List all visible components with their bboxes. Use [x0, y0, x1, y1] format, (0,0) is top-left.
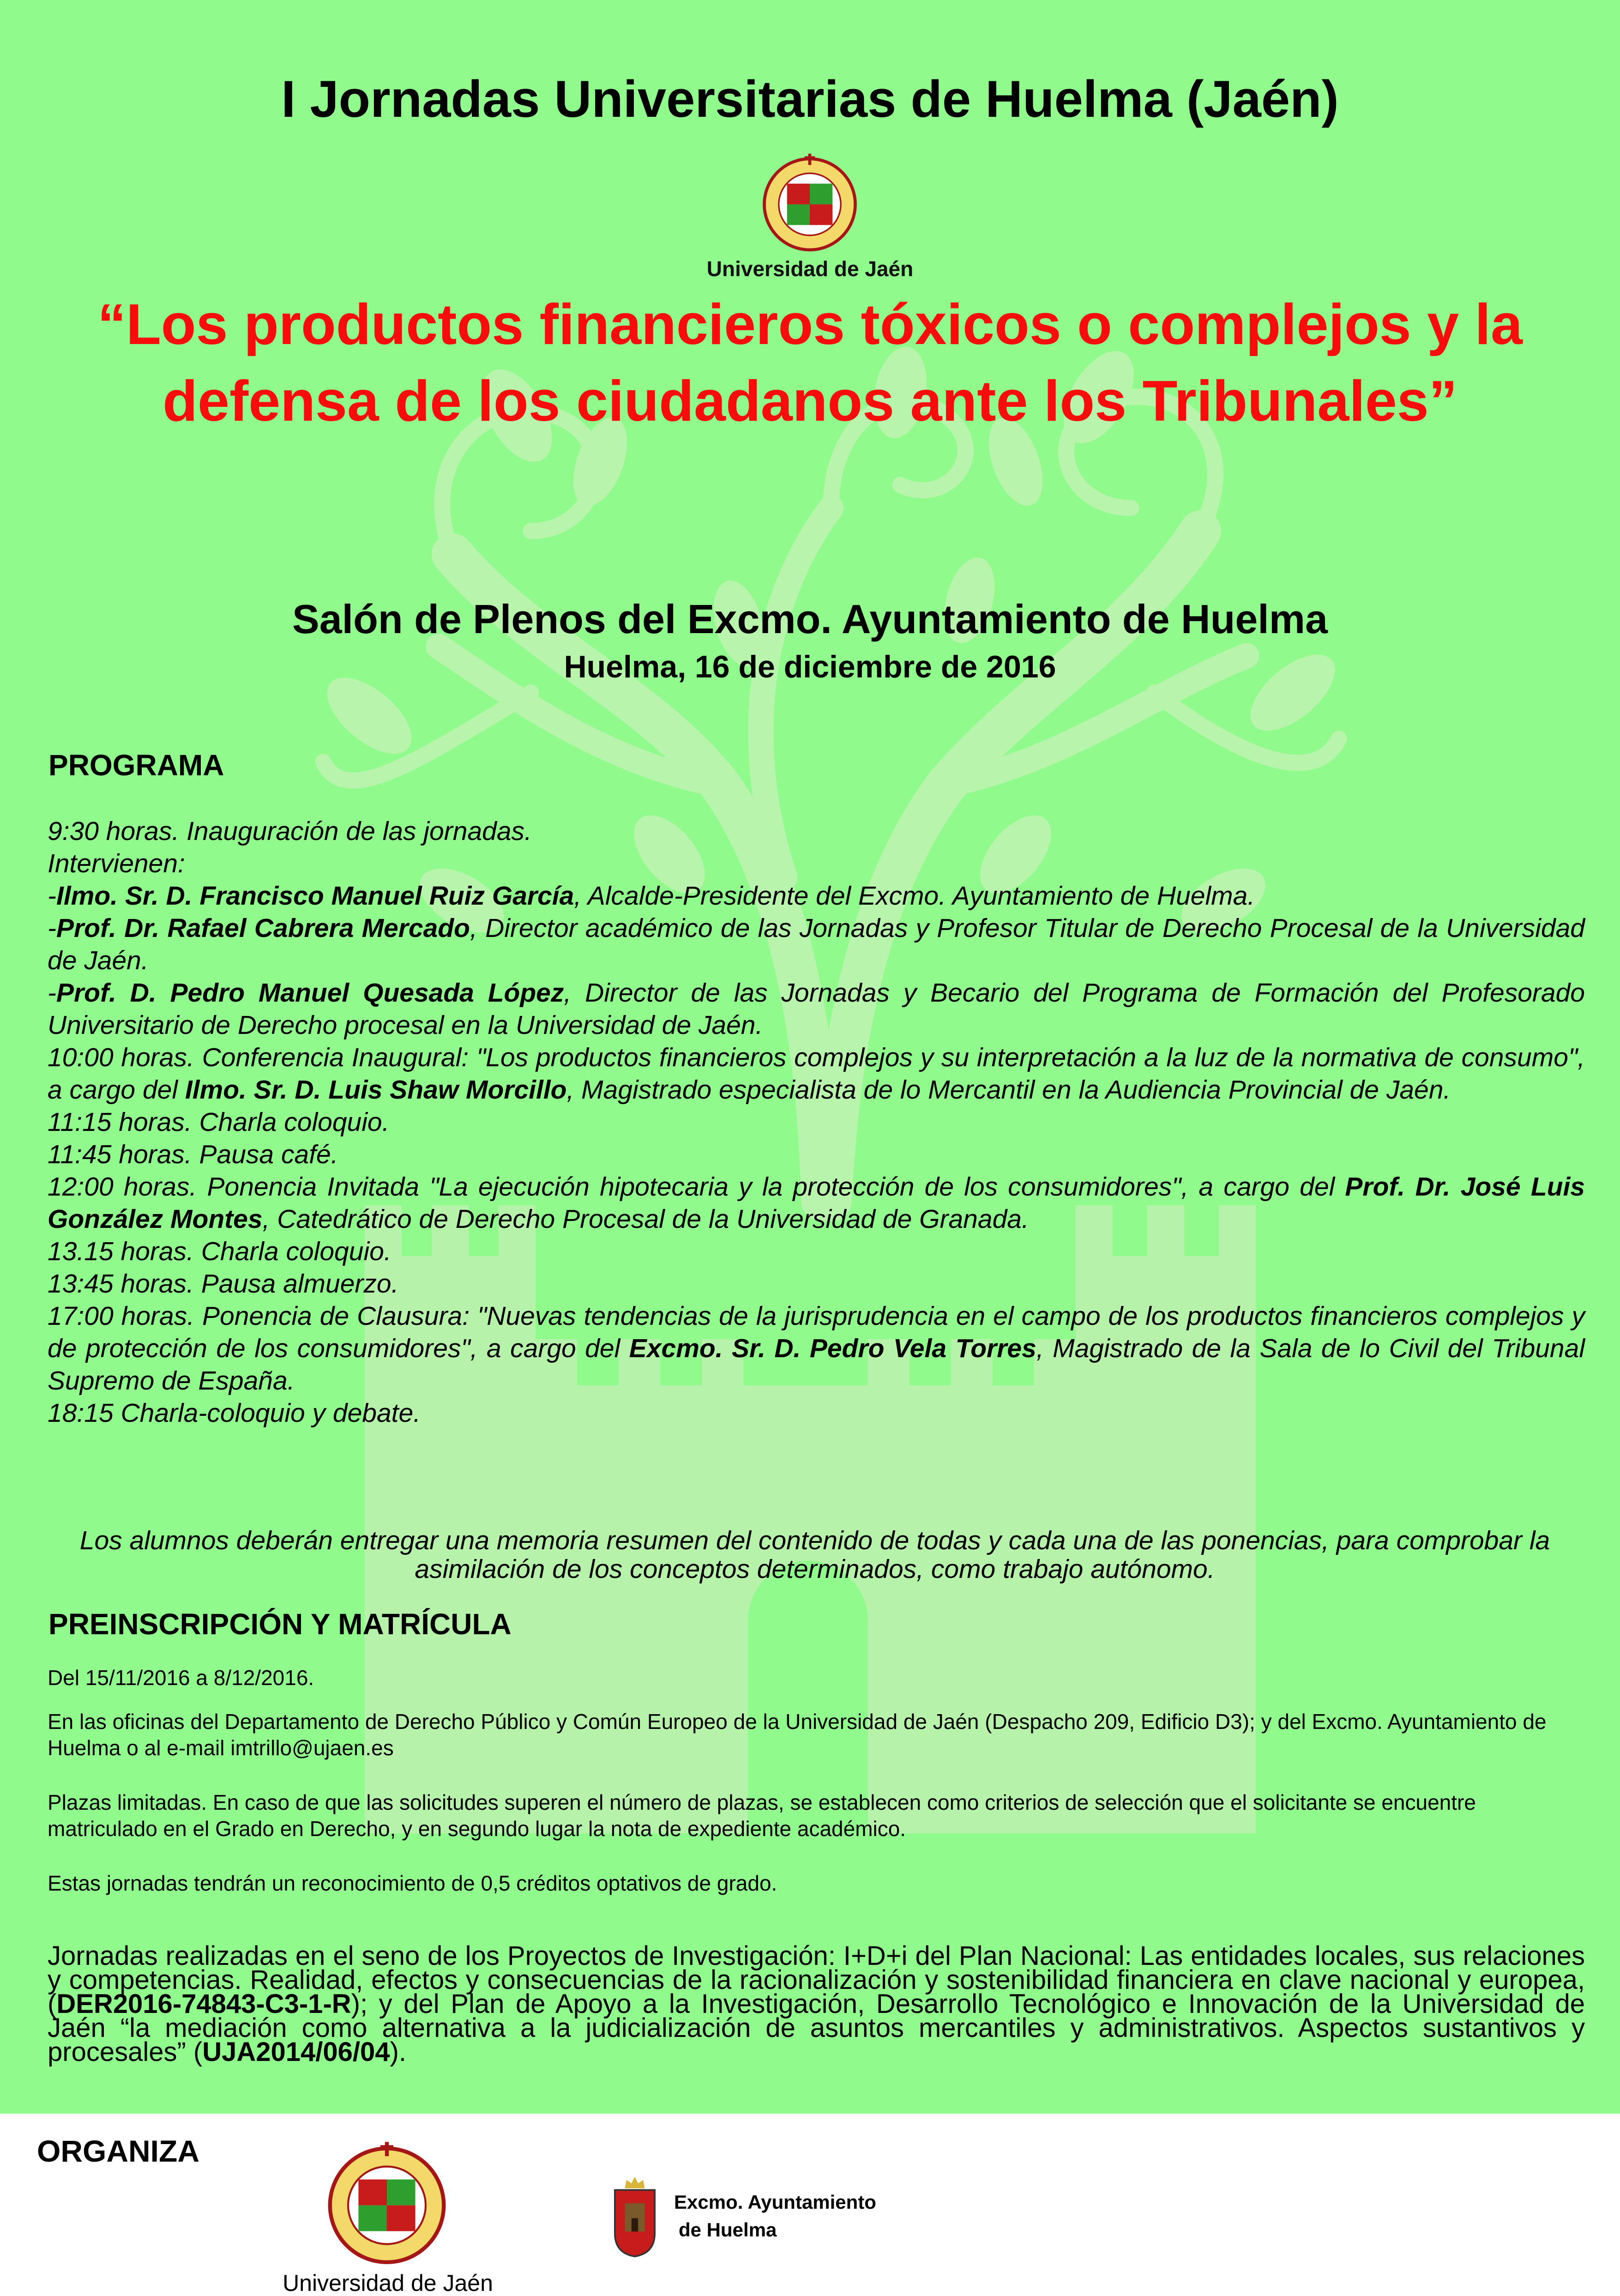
projects-text-2: ); y del Plan de Apoyo a la Investigación, Desarrollo Tecnológico e Innovación de la Universidad de Jaén “la mediación como alternativa a la judicialización de asuntos mercantiles y administrativos. Aspectos sustantivos y procesales” ( [48, 1989, 1585, 2067]
program-text: 18:15 Charla-coloquio y debate. [48, 1398, 421, 1428]
program-text: 12:00 horas. Ponencia Invitada "La ejecución hipotecaria y la protección de los consumidores", a cargo del [48, 1172, 1345, 1202]
program-line [48, 1171, 1585, 1235]
event-headline: “Los productos financieros tóxicos o complejos y la defensa de los ciudadanos ante los Tribunales” [97, 293, 1523, 433]
program-text: - [48, 881, 56, 911]
ayuntamiento-label-line1: Excmo. Ayuntamiento [674, 2191, 876, 2213]
preinscripcion-credits: Estas jornadas tendrán un reconocimiento de 0,5 créditos optativos de grado. [48, 1871, 777, 1895]
universitas-giennensis-seal-icon [758, 151, 861, 254]
speaker-name: Ilmo. Sr. D. Luis Shaw Morcillo [185, 1075, 567, 1105]
program-line [48, 912, 1585, 977]
students-note: Los alumnos deberán entregar una memoria resumen del contenido de todas y cada una de las ponencias, para comprobar la asimilación de los conceptos determinados, como trabajo autónomo. [79, 1526, 1550, 1584]
speaker-name: Prof. Dr. Rafael Cabrera Mercado [56, 913, 470, 943]
program-line [48, 847, 1585, 880]
speaker-name: Excmo. Sr. D. Pedro Vela Torres [629, 1334, 1036, 1363]
program-list [48, 815, 1585, 1429]
program-line [48, 1300, 1585, 1397]
ayuntamiento-label-line2: de Huelma [679, 2219, 777, 2241]
program-text: 9:30 horas. Inauguración de las jornadas. [48, 816, 532, 846]
program-line [48, 977, 1585, 1041]
program-text: - [48, 978, 56, 1008]
program-line [48, 1041, 1585, 1106]
programa-heading: PROGRAMA [48, 749, 224, 782]
program-line [48, 1397, 1585, 1429]
project-code-der: DER2016-74843-C3-1-R [56, 1989, 351, 2019]
project-code-uja: UJA2014/06/04 [202, 2037, 390, 2067]
speaker-name: Ilmo. Sr. D. Francisco Manuel Ruiz García [56, 881, 574, 911]
preinscripcion-period: Del 15/11/2016 a 8/12/2016. [48, 1666, 314, 1690]
program-line [48, 1268, 1585, 1300]
program-text: , Catedrático de Derecho Procesal de la Universidad de Granada. [262, 1204, 1029, 1234]
organiza-heading: ORGANIZA [37, 2134, 199, 2168]
program-text: , Alcalde-Presidente del Excmo. Ayuntamiento de Huelma. [574, 881, 1255, 911]
main-title: I Jornadas Universitarias de Huelma (Jaén) [281, 70, 1339, 128]
program-line [48, 880, 1585, 912]
program-line [48, 815, 1585, 847]
program-text: 13.15 horas. Charla coloquio. [48, 1237, 391, 1266]
program-text: , Director de las Jornadas y Becario del Programa de Formación del Profesorado Universitario de Derecho procesal en la Universidad de Jaén. [48, 978, 1585, 1040]
program-text: Intervienen: [48, 849, 185, 878]
projects-text-1: Jornadas realizadas en el seno de los Proyectos de Investigación: I+D+i del Plan Nacional: Las entidades locales, sus relaciones y competencias. Realidad, efectos y consecuencias de la racionalización y sostenibilidad financiera en clave nacional y europea, ( [48, 1941, 1585, 2019]
program-text: , Magistrado especialista de lo Mercantil en la Audiencia Provincial de Jaén. [566, 1075, 1451, 1105]
universitas-giennensis-seal-icon-footer [322, 2138, 452, 2267]
speaker-name: Prof. D. Pedro Manuel Quesada López [56, 978, 564, 1008]
speaker-name: Prof. Dr. José Luis González Montes [48, 1172, 1585, 1234]
program-line [48, 1106, 1585, 1138]
program-text: , Magistrado de la Sala de lo Civil del Tribunal Supremo de España. [48, 1334, 1585, 1396]
program-text: 11:15 horas. Charla coloquio. [48, 1107, 390, 1137]
program-line [48, 1235, 1585, 1268]
preinscripcion-limits: Plazas limitadas. En caso de que las solicitudes superen el número de plazas, se establecen como criterios de selección que el solicitante se encuentre matriculado en el Grado en Derecho, y en segundo lugar la nota de expediente académico. [48, 1790, 1476, 1841]
huelma-coat-of-arms-icon [609, 2175, 660, 2258]
program-text: , Director académico de las Jornadas y Profesor Titular de Derecho Procesal de la Universidad de Jaén. [48, 913, 1585, 975]
uja-footer-label: Universidad de Jaén [283, 2270, 493, 2296]
event-date: Huelma, 16 de diciembre de 2016 [564, 649, 1056, 684]
uja-logo-label: Universidad de Jaén [706, 257, 914, 281]
preinscripcion-heading: PREINSCRIPCIÓN Y MATRÍCULA [48, 1607, 512, 1641]
program-text: 13:45 horas. Pausa almuerzo. [48, 1269, 399, 1299]
preinscripcion-offices: En las oficinas del Departamento de Derecho Público y Común Europeo de la Universidad de Jaén (Despacho 209, Edificio D3); y del Excmo. Ayuntamiento de Huelma o al e-mail imtrillo@ujaen.es [48, 1710, 1547, 1760]
program-text: 17:00 horas. Ponencia de Clausura: "Nuevas tendencias de la jurisprudencia en el campo de los productos financieros complejos y de protección de los consumidores", a cargo del [48, 1301, 1585, 1363]
program-text: 11:45 horas. Pausa café. [48, 1140, 338, 1169]
program-text: 10:00 horas. Conferencia Inaugural: "Los productos financieros complejos y su interpretación a la luz de la normativa de consumo", a cargo del [48, 1043, 1585, 1105]
program-text: - [48, 913, 56, 943]
projects-text-3: ). [390, 2037, 406, 2067]
program-line [48, 1138, 1585, 1171]
venue: Salón de Plenos del Excmo. Ayuntamiento de Huelma [292, 596, 1328, 642]
projects-paragraph [48, 1941, 1585, 2067]
